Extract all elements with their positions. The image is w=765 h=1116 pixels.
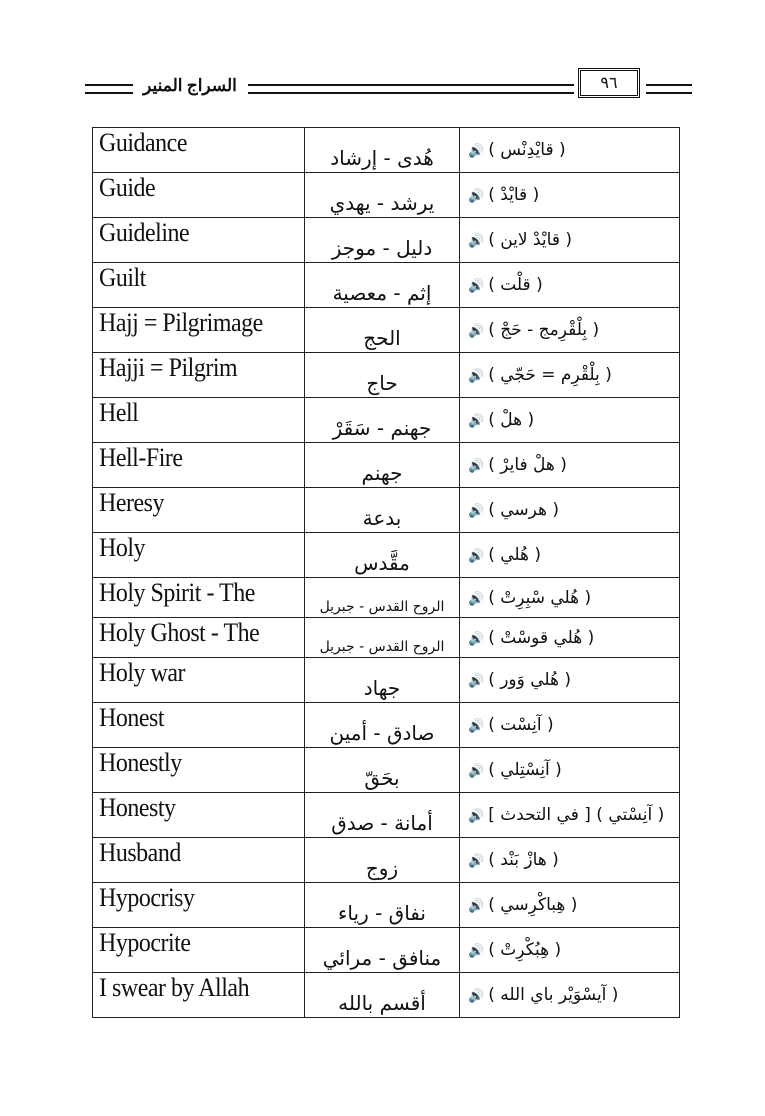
arabic-meaning: أقسم بالله [305,973,460,1018]
glossary-row [93,618,680,658]
english-term-text: Hajj = Pilgrimage [99,308,263,337]
page-number: ٩٦ [578,68,640,98]
glossary-row [93,703,680,748]
english-term [93,703,305,748]
speaker-icon[interactable]: 🔊 [468,674,485,689]
speaker-icon[interactable]: 🔊 [468,944,485,959]
header-rule-right [646,84,692,94]
glossary-row [93,128,680,173]
speaker-icon[interactable]: 🔊 [468,279,485,294]
arabic-pronunciation: ( هِباكْرِسي ) [488,895,578,915]
english-term [93,173,305,218]
glossary-table [92,127,680,1018]
speaker-icon[interactable]: 🔊 [468,631,485,647]
arabic-meaning: بحَقّ [305,748,460,793]
arabic-pronunciation: ( آنِسْت ) [488,715,554,735]
arabic-meaning: يرشد - يهدي [305,173,460,218]
page-header [0,0,765,110]
arabic-meaning: جهنم [305,443,460,488]
glossary-row [93,838,680,883]
arabic-pronunciation: ( بِلْقْرِمج - حَجْ ) [488,320,600,340]
arabic-pronunciation: ( قايْدْ لاين ) [488,230,572,250]
english-term [93,218,305,263]
speaker-icon[interactable]: 🔊 [468,549,485,564]
arabic-pronunciation: ( هازْ بَنْد ) [488,850,559,870]
english-term-text: Guideline [99,218,190,247]
glossary-row [93,793,680,838]
speaker-icon[interactable]: 🔊 [468,414,485,429]
english-term-text: Honesty [99,793,176,822]
english-term-text: I swear by Allah [99,973,250,1002]
speaker-icon[interactable]: 🔊 [468,324,485,339]
glossary-row [93,443,680,488]
speaker-icon[interactable]: 🔊 [468,189,485,204]
speaker-icon[interactable]: 🔊 [468,764,485,779]
arabic-meaning: نفاق - رياء [305,883,460,928]
english-term-text: Hypocrisy [99,883,195,912]
glossary-row [93,308,680,353]
arabic-meaning: بدعة [305,488,460,533]
arabic-pronunciation: ( آنِسْتِلي ) [488,760,562,780]
english-term-text: Honest [99,703,165,732]
arabic-meaning: زوج [305,838,460,883]
arabic-pronunciation: ( هُلي قوسْتْ ) [488,627,595,648]
pronunciation-cell [460,173,680,218]
english-term-text: Guilt [99,263,146,292]
english-term [93,928,305,973]
arabic-pronunciation: ( قايْدِنْس ) [488,140,566,160]
pronunciation-cell [460,973,680,1018]
pronunciation-cell [460,748,680,793]
pronunciation-cell [460,398,680,443]
glossary-row [93,928,680,973]
speaker-icon[interactable]: 🔊 [468,144,485,159]
english-term [93,128,305,173]
arabic-meaning: الروح القدس - جبريل [305,618,460,658]
english-term [93,748,305,793]
arabic-pronunciation: ( هُلي سْبِرِتْ ) [488,587,592,608]
speaker-icon[interactable]: 🔊 [468,854,485,869]
english-term-text: Hypocrite [99,928,191,957]
arabic-pronunciation: ( آنِسْتي ) [ في التحدث ] [488,805,665,825]
english-term [93,973,305,1018]
arabic-pronunciation: ( هلْ فايرْ ) [488,455,567,475]
glossary-row [93,973,680,1018]
arabic-pronunciation: ( بِلْقْرِم = حَجّي ) [488,365,612,385]
english-term [93,308,305,353]
pronunciation-cell [460,443,680,488]
english-term-text: Hell [99,398,139,427]
arabic-pronunciation: ( هلْ ) [488,410,535,430]
arabic-pronunciation: ( هُلي وَور ) [488,670,572,690]
english-term [93,793,305,838]
english-term-text: Husband [99,838,181,867]
pronunciation-cell [460,838,680,883]
arabic-meaning: جهنم - سَقَرْ [305,398,460,443]
english-term-text: Holy [99,533,145,562]
english-term-text: Guidance [99,128,187,157]
arabic-pronunciation: ( هرسي ) [488,500,560,520]
glossary-row [93,353,680,398]
speaker-icon[interactable]: 🔊 [468,719,485,734]
pronunciation-cell [460,533,680,578]
english-term [93,838,305,883]
english-term-text: Holy Spirit - The [99,578,255,607]
arabic-meaning: جهاد [305,658,460,703]
english-term [93,883,305,928]
english-term [93,443,305,488]
english-term-text: Holy Ghost - The [99,618,260,647]
pronunciation-cell [460,883,680,928]
glossary-row [93,173,680,218]
book-title: السراج المنير [143,76,237,95]
english-term [93,578,305,618]
arabic-meaning: أمانة - صدق [305,793,460,838]
speaker-icon[interactable]: 🔊 [468,989,485,1004]
glossary-row [93,263,680,308]
arabic-meaning: منافق - مرائي [305,928,460,973]
arabic-pronunciation: ( قايْدْ ) [488,185,540,205]
glossary-row [93,748,680,793]
glossary-row [93,658,680,703]
english-term [93,618,305,658]
pronunciation-cell [460,263,680,308]
pronunciation-cell [460,578,680,618]
pronunciation-cell [460,793,680,838]
english-term [93,533,305,578]
speaker-icon[interactable]: 🔊 [468,899,485,914]
english-term [93,398,305,443]
pronunciation-cell [460,128,680,173]
english-term [93,658,305,703]
pronunciation-cell [460,928,680,973]
pronunciation-cell [460,308,680,353]
glossary-row [93,488,680,533]
english-term-text: Honestly [99,748,182,777]
glossary-row [93,533,680,578]
pronunciation-cell [460,488,680,533]
pronunciation-cell [460,353,680,398]
arabic-pronunciation: ( قلْت ) [488,275,543,295]
english-term [93,353,305,398]
arabic-meaning: الروح القدس - جبريل [305,578,460,618]
english-term-text: Hajji = Pilgrim [99,353,238,382]
speaker-icon[interactable]: 🔊 [468,369,485,384]
arabic-meaning: صادق - أمين [305,703,460,748]
english-term-text: Hell-Fire [99,443,183,472]
pronunciation-cell [460,703,680,748]
arabic-meaning: هُدى - إرشاد [305,128,460,173]
glossary-row [93,218,680,263]
glossary-row [93,578,680,618]
english-term [93,488,305,533]
pronunciation-cell [460,658,680,703]
arabic-meaning: إثم - معصية [305,263,460,308]
glossary-row [93,883,680,928]
pronunciation-cell [460,618,680,658]
arabic-meaning: حاج [305,353,460,398]
english-term [93,263,305,308]
english-term-text: Guide [99,173,156,202]
arabic-meaning: مقَّدس [305,533,460,578]
header-rule-middle [248,84,574,94]
speaker-icon[interactable]: 🔊 [468,459,485,474]
arabic-pronunciation: ( هِبُكْرِتْ ) [488,940,562,960]
speaker-icon[interactable]: 🔊 [468,809,485,824]
english-term-text: Heresy [99,488,164,517]
speaker-icon[interactable]: 🔊 [468,504,485,519]
arabic-meaning: دليل - موجز [305,218,460,263]
header-rule-left [85,84,133,94]
speaker-icon[interactable]: 🔊 [468,591,485,607]
glossary-row [93,398,680,443]
arabic-meaning: الحج [305,308,460,353]
arabic-pronunciation: ( هُلي ) [488,545,542,565]
pronunciation-cell [460,218,680,263]
speaker-icon[interactable]: 🔊 [468,234,485,249]
arabic-pronunciation: ( آيسْوَيْر باي الله ) [488,985,619,1005]
english-term-text: Holy war [99,658,186,687]
